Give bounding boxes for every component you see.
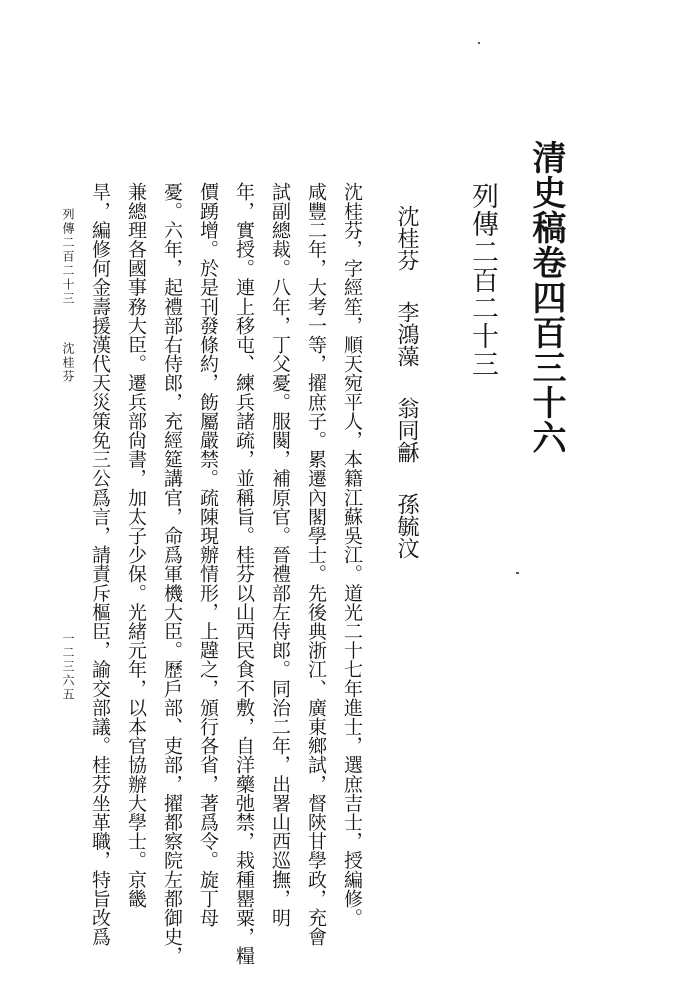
biography-name: 李鴻藻 xyxy=(394,301,419,367)
page-number: 一二三六五 xyxy=(61,632,75,702)
biography-name: 沈桂芬 xyxy=(394,205,419,271)
biography-names xyxy=(395,205,417,559)
text-column: 旱，編修何金壽援漢代天災策免三公爲言，請責斥樞臣，諭交部議。桂芬坐革職，特旨改爲 xyxy=(89,182,111,946)
biography-name: 孫毓汶 xyxy=(394,493,419,559)
text-column: 兼總理各國事務大臣。遷兵部尙書，加太子少保。光緒元年，以本官協辦大學士。京畿 xyxy=(125,182,147,908)
running-head-name: 沈桂芬 xyxy=(61,342,75,384)
text-column: 憂。六年，起禮部右侍郎，充經筵講官，命爲軍機大臣。歷戶部、吏部，擢都察院左都御史， xyxy=(161,182,183,966)
print-speck xyxy=(478,42,480,44)
biography-name: 翁同龢 xyxy=(394,397,419,463)
running-head-volume: 列傳二百二十三 xyxy=(61,208,75,306)
running-head xyxy=(62,208,74,384)
print-speck xyxy=(516,572,519,574)
text-column: 價踴增。於是刊發條約，飭屬嚴禁。疏陳現辦情形，上韙之，頒行各省，著爲令。旋丁母 xyxy=(197,182,219,927)
text-column: 試副總裁。八年，丁父憂。服闋，補原官。晉禮部左侍郎。同治二年，出署山西巡撫，明 xyxy=(269,182,291,927)
text-column: 沈桂芬，字經笙，順天宛平人，本籍江蘇吳江。道光二十七年進士，選庶吉士，授編修。 xyxy=(341,182,363,927)
text-column: 咸豐二年，大考一等，擢庶子。累遷內閣學士。先後典浙江、廣東鄉試，督陝甘學政，充會 xyxy=(305,182,327,946)
chapter-subtitle: 列傳二百二十三 xyxy=(467,182,498,378)
text-column: 年，實授。連上移屯、練兵諸疏，並稱旨。桂芬以山西民食不敷，自洋藥弛禁，栽種罌粟，糧 xyxy=(233,182,255,966)
volume-title: 清史稿卷四百三十六 xyxy=(526,140,566,455)
